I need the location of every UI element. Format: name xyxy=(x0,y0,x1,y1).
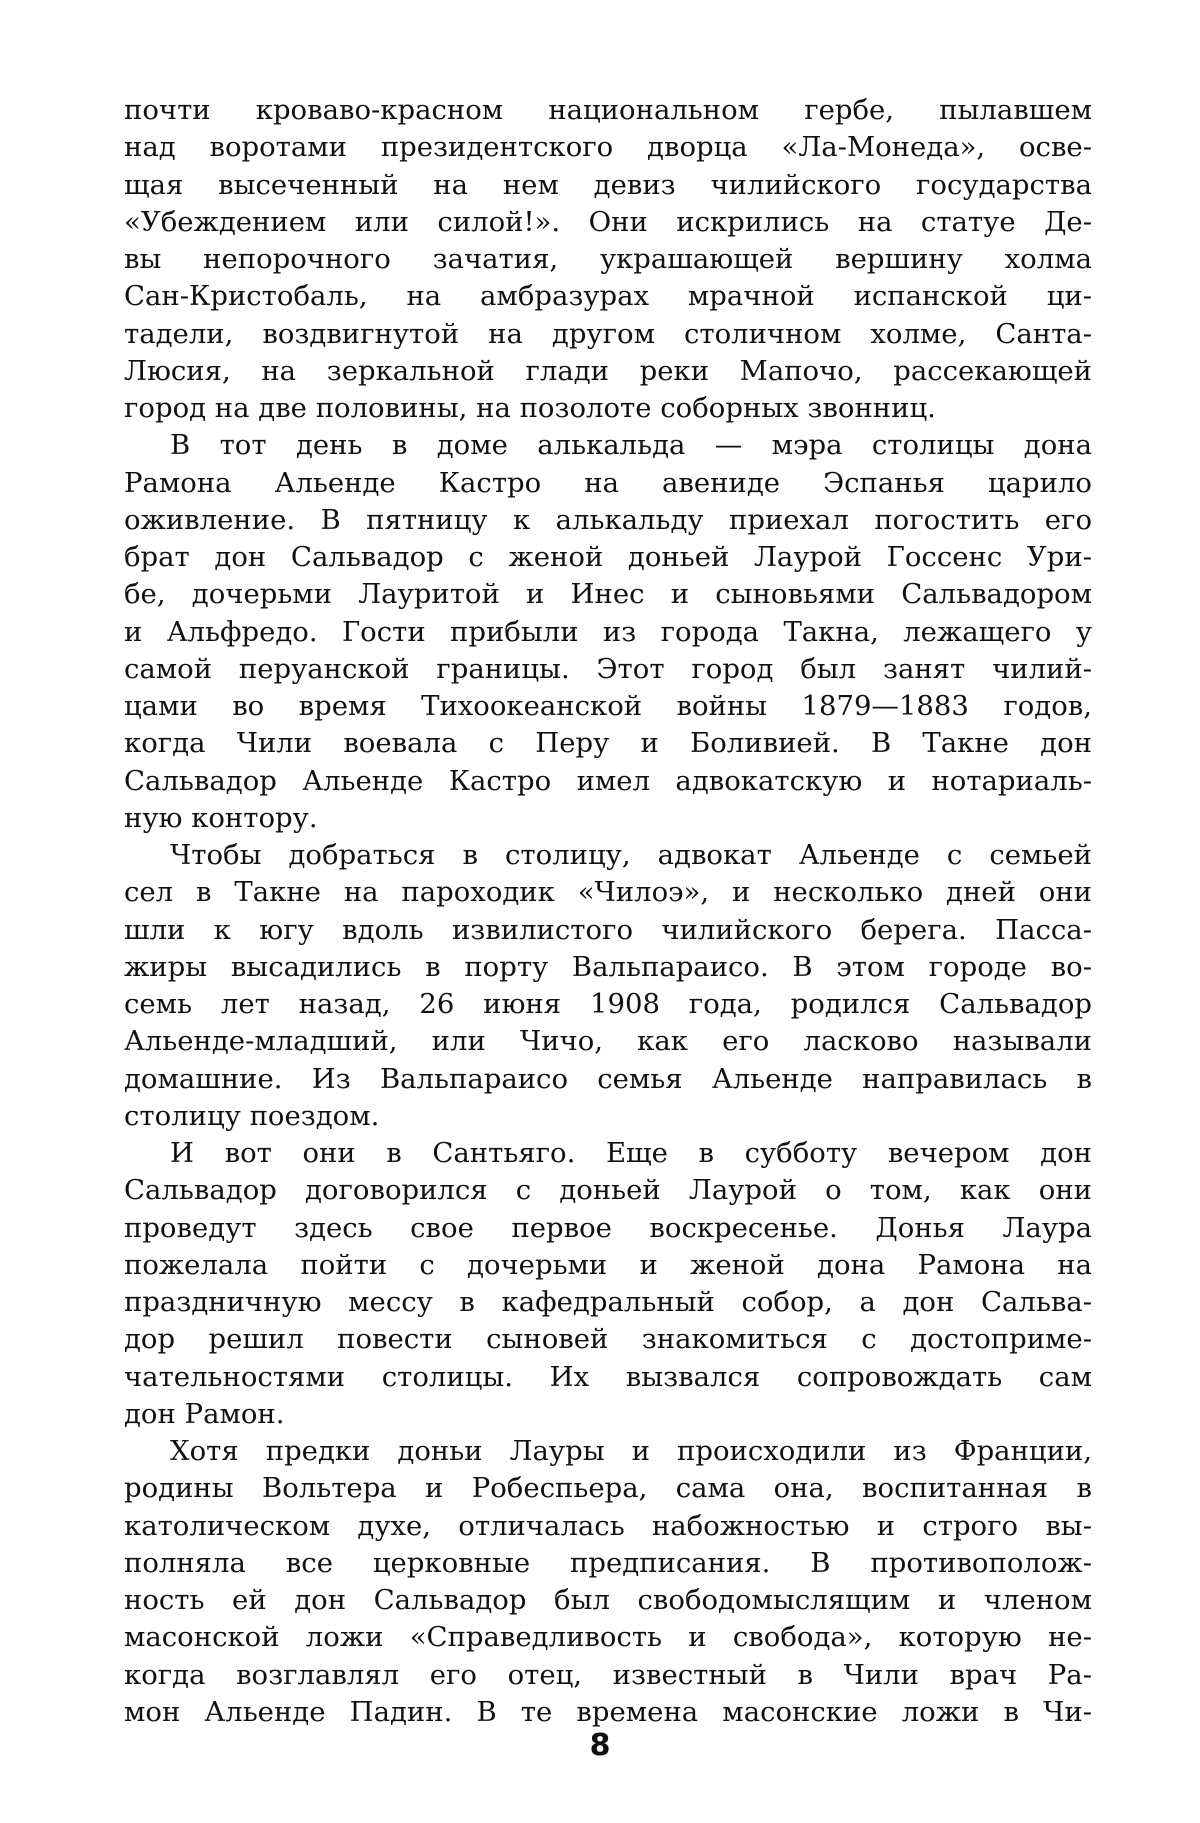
text-line: когда возглавлял его отец, известный в Чили врач Ра- xyxy=(124,1658,1092,1691)
text-line: столицу поездом. xyxy=(124,1099,380,1132)
body-text xyxy=(124,92,1092,1731)
text-line: сел в Такне на пароходик «Чилоэ», и несколько дней они xyxy=(124,876,1092,909)
text-line: вы непорочного зачатия, украшающей вершину холма xyxy=(124,243,1092,275)
text-line: самой перуанской границы. Этот город был занят чилий- xyxy=(124,652,1092,685)
text-line: Сан-Кристобаль, на амбразурах мрачной испанской ци- xyxy=(124,280,1092,313)
paragraph xyxy=(124,1433,1092,1731)
paragraph xyxy=(124,92,1092,427)
text-line: «Убеждением или силой!». Они искрились на статуе Де- xyxy=(124,205,1092,238)
text-line: семь лет назад, 26 июня 1908 года, родился Сальвадор xyxy=(124,988,1092,1020)
text-line: родины Вольтера и Робеспьера, сама она, воспитанная в xyxy=(124,1472,1092,1505)
text-line: Рамона Альенде Кастро на авениде Эспанья царило xyxy=(124,466,1092,499)
text-line: В тот день в доме алькальда — мэра столицы дона xyxy=(170,429,1092,462)
text-line: Сальвадор договорился с доньей Лаурой о том, как они xyxy=(124,1174,1092,1207)
text-line: католическом духе, отличалась набожностью и строго вы- xyxy=(124,1509,1092,1542)
text-line: мон Альенде Падин. В те времена масонские ложи в Чи- xyxy=(124,1695,1092,1728)
text-line: над воротами президентского дворца «Ла-Монеда», осве- xyxy=(124,131,1092,164)
text-line: полняла все церковные предписания. В противополож- xyxy=(124,1546,1092,1579)
text-line: Хотя предки доньи Лауры и происходили из Франции, xyxy=(170,1435,1092,1467)
text-line: пожелала пойти с дочерьми и женой дона Рамона на xyxy=(124,1248,1092,1281)
text-line: ность ей дон Сальвадор был свободомыслящим и членом xyxy=(124,1584,1092,1616)
text-line: оживление. В пятницу к алькальду приехал погостить его xyxy=(124,503,1092,536)
text-line: Сальвадор Альенде Кастро имел адвокатскую и нотариаль- xyxy=(124,764,1092,797)
text-line: город на две половины, на позолоте соборных звонниц. xyxy=(124,392,936,424)
text-line: почти кроваво-красном национальном гербе, пылавшем xyxy=(124,94,1092,126)
text-line: щая высеченный на нем девиз чилийского государства xyxy=(124,168,1092,201)
text-line: бе, дочерьми Лауритой и Инес и сыновьями Сальвадором xyxy=(124,578,1092,611)
paragraph xyxy=(124,1135,1092,1433)
text-line: тадели, воздвигнутой на другом столичном холме, Санта- xyxy=(124,317,1092,350)
text-line: и Альфредо. Гости прибыли из города Такна, лежащего у xyxy=(124,615,1092,648)
text-line: праздничную мессу в кафедральный собор, а дон Сальва- xyxy=(124,1286,1092,1318)
text-line: И вот они в Сантьяго. Еще в субботу вечером дон xyxy=(170,1137,1092,1169)
text-line: чательностями столицы. Их вызвался сопровождать сам xyxy=(124,1360,1092,1393)
text-line: Чтобы добраться в столицу, адвокат Альенде с семьей xyxy=(170,839,1092,871)
text-line: брат дон Сальвадор с женой доньей Лаурой Госсенс Ури- xyxy=(124,541,1092,573)
text-line: шли к югу вдоль извилистого чилийского берега. Пасса- xyxy=(124,913,1092,946)
paragraph xyxy=(124,837,1092,1135)
text-line: дон Рамон. xyxy=(124,1397,285,1430)
text-line: цами во время Тихоокеанской войны 1879—1883 годов, xyxy=(124,690,1092,722)
text-line: когда Чили воевала с Перу и Боливией. В Такне дон xyxy=(124,727,1092,760)
text-line: дор решил повести сыновей знакомиться с достоприме- xyxy=(124,1323,1092,1356)
text-line: ную контору. xyxy=(124,801,318,834)
text-line: проведут здесь свое первое воскресенье. Донья Лаура xyxy=(124,1211,1092,1244)
text-line: Люсия, на зеркальной глади реки Мапочо, рассекающей xyxy=(124,354,1092,387)
paragraph xyxy=(124,427,1092,837)
text-line: домашние. Из Вальпараисо семья Альенде направилась в xyxy=(124,1062,1092,1095)
page-number: 8 xyxy=(589,1728,611,1763)
text-line: Альенде-младший, или Чичо, как его ласково называли xyxy=(124,1025,1092,1058)
text-line: масонской ложи «Справедливость и свобода», которую не- xyxy=(124,1621,1092,1654)
text-line: жиры высадились в порту Вальпараисо. В этом городе во- xyxy=(124,950,1092,983)
